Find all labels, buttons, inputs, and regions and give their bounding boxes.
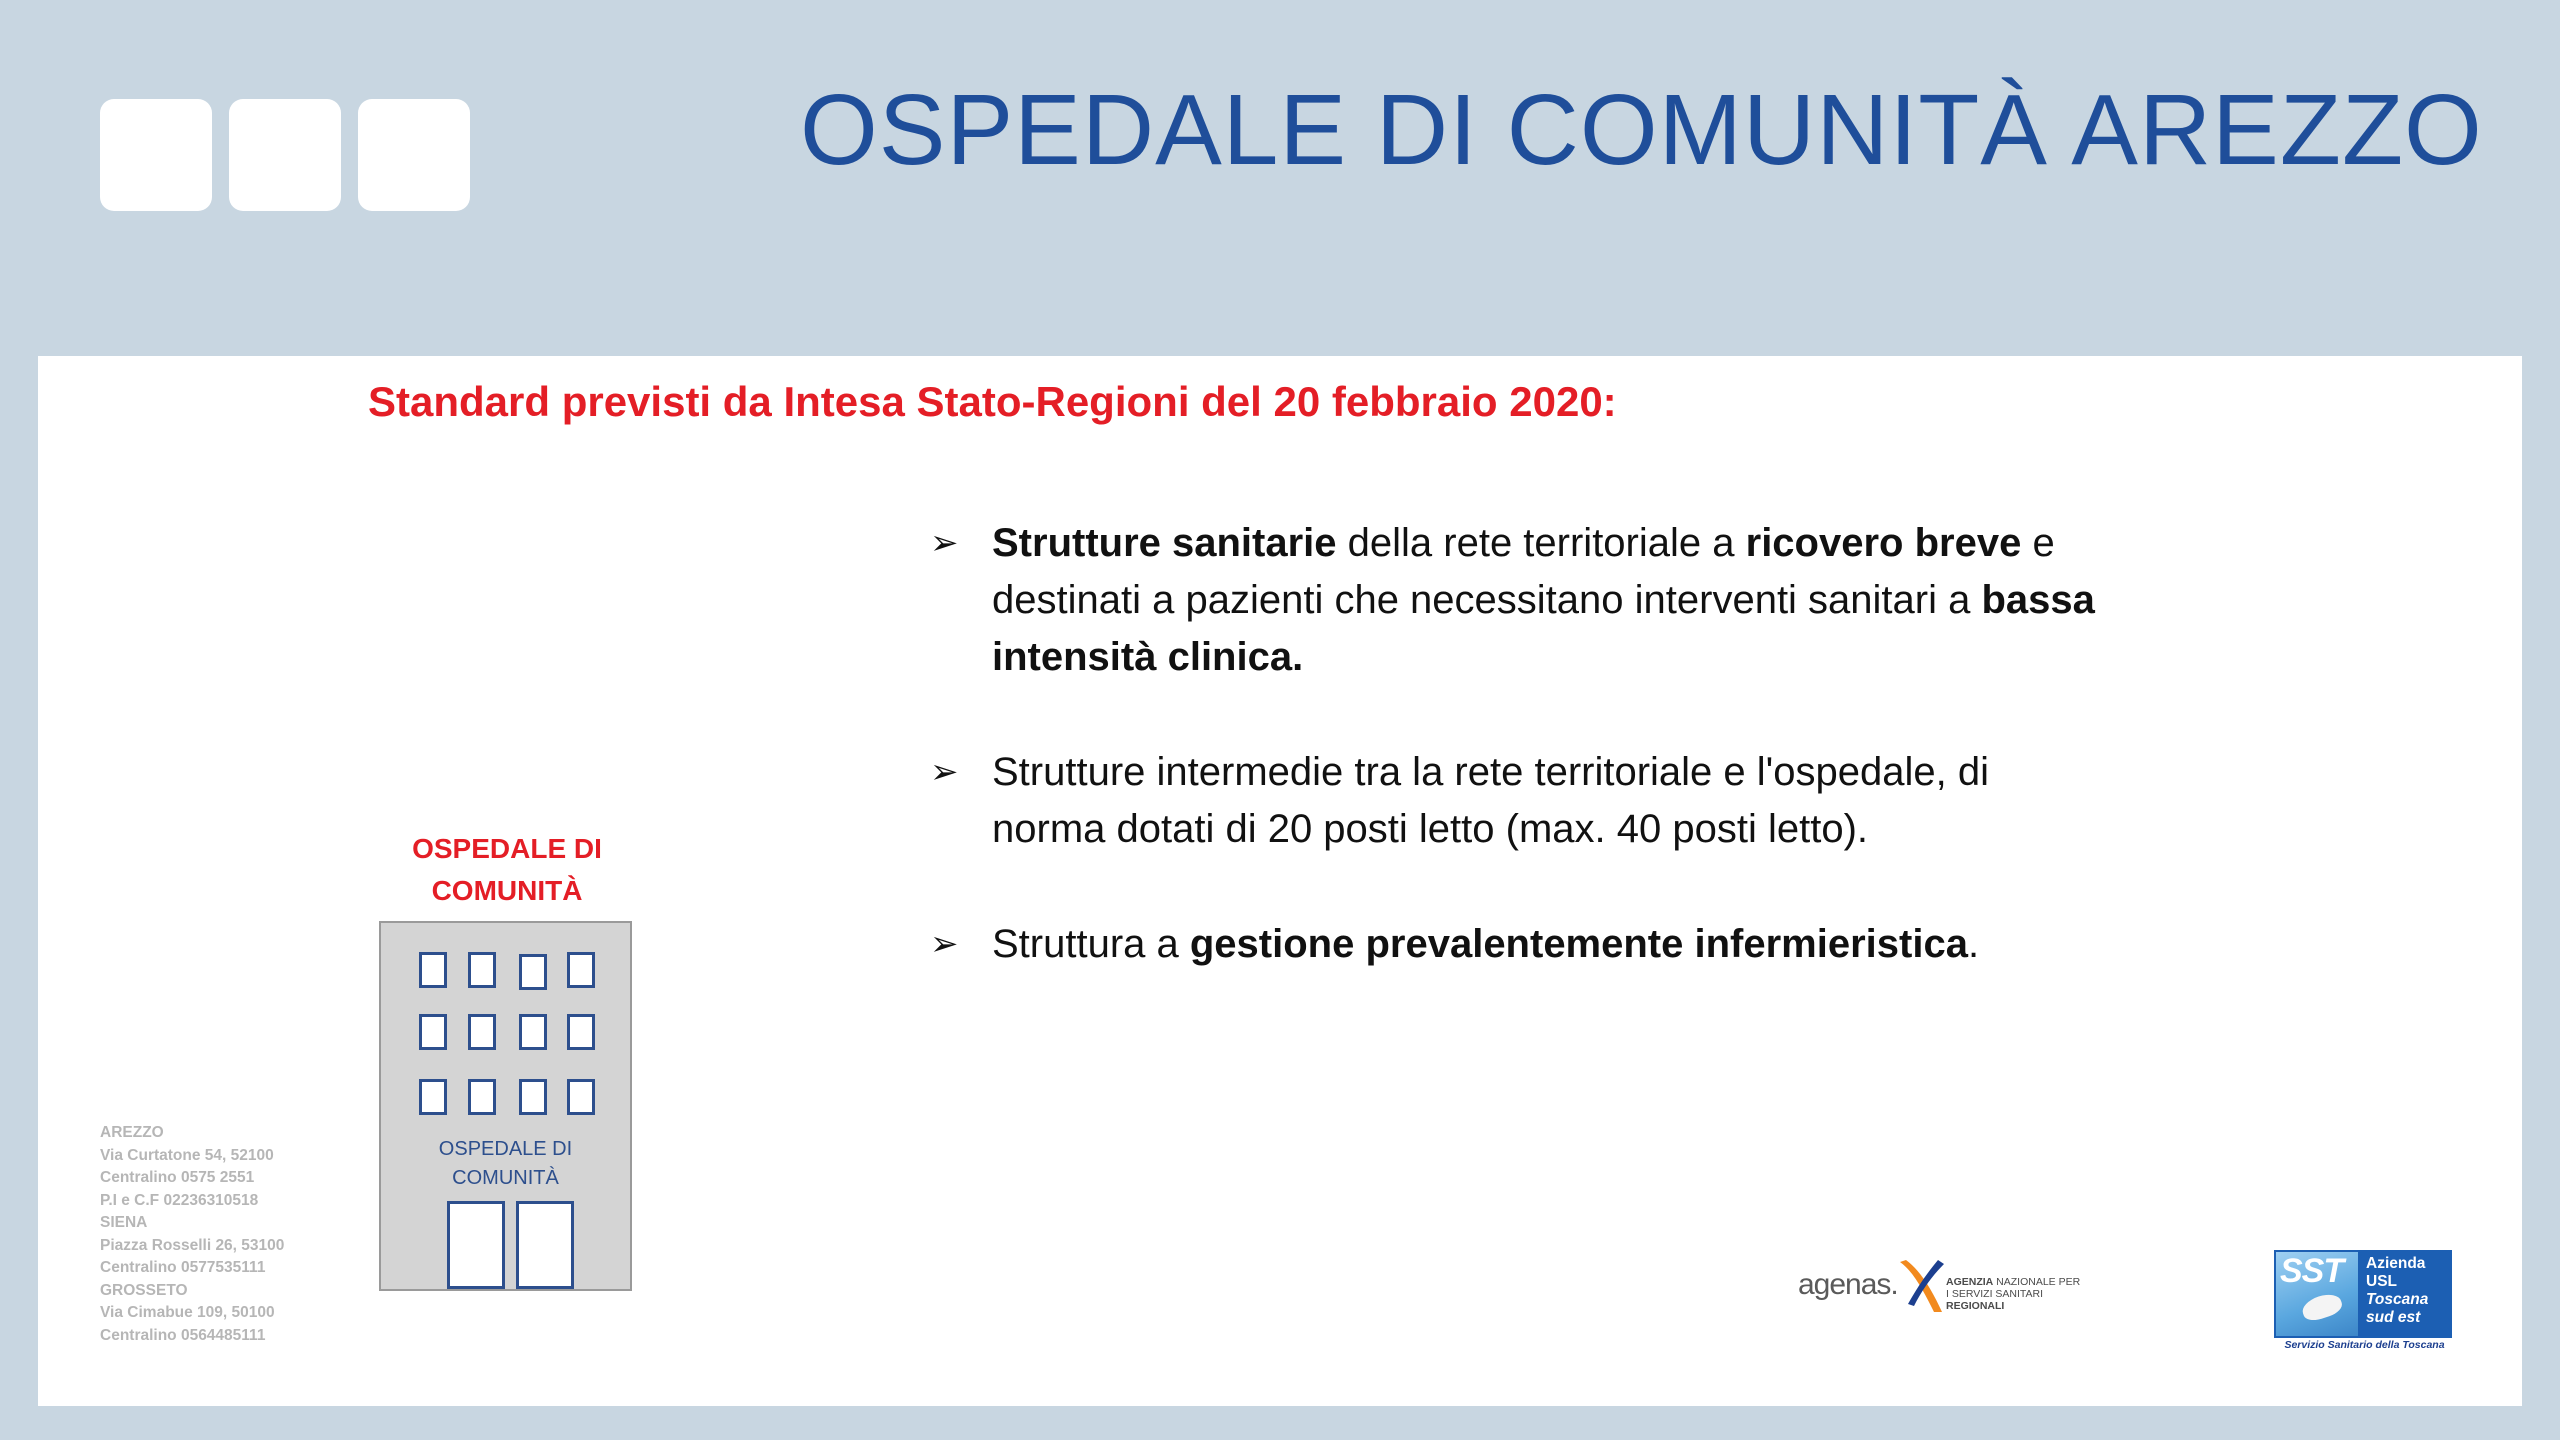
sst-logo (2272, 1248, 2457, 1356)
header-decor-square-3 (358, 99, 470, 211)
agenas-x-icon (1894, 1258, 1946, 1314)
bullet-3-bold: gestione prevalentemente infermieristica (1189, 922, 1968, 966)
building-window (419, 1014, 447, 1050)
bullet-3-text-1: Struttura a (992, 922, 1190, 966)
building-window (567, 1014, 595, 1050)
address-line: Via Curtatone 54, 52100 (100, 1146, 274, 1164)
building-door-right (516, 1201, 574, 1289)
arrow-bullet-icon: ➢ (930, 753, 959, 791)
building-window (519, 1014, 547, 1050)
agenas-line-1: NAZIONALE PER (1993, 1276, 2081, 1288)
building-label-line-1: OSPEDALE DI (438, 1138, 573, 1160)
address-line: SIENA (100, 1214, 148, 1231)
address-line: Via Cimabue 109, 50100 (100, 1304, 275, 1321)
agenas-full-name (1946, 1276, 2096, 1312)
building-caption-line-2: COMUNITÀ (431, 875, 583, 906)
arrow-bullet-icon: ➢ (930, 524, 959, 562)
address-line: AREZZO (100, 1124, 164, 1141)
bullet-1-bold-2: ricovero breve (1745, 521, 2022, 565)
building-door-left (447, 1201, 505, 1289)
address-line: Centralino 0564485111 (100, 1326, 266, 1344)
sst-photo (2276, 1252, 2358, 1336)
agenas-line-2-bold: REGIONALI (1946, 1300, 2005, 1312)
bullet-1-text-2: e destinati a pazienti che necessitano interventi sanitari a (992, 521, 2055, 622)
building-window (519, 1079, 547, 1115)
address-line: Centralino 0575 2551 (100, 1169, 255, 1186)
sst-name-line-4: sud est (2366, 1309, 2421, 1326)
agenas-line-2: I SERVIZI SANITARI (1946, 1288, 2044, 1300)
address-line: GROSSETO (100, 1281, 188, 1299)
page-title: OSPEDALE DI COMUNITÀ AREZZO (800, 74, 2483, 186)
sst-name-line-3: Toscana (2366, 1291, 2429, 1308)
arrow-bullet-icon: ➢ (930, 925, 959, 963)
bullet-1-bold-1: Strutture sanitarie (992, 521, 1337, 565)
building-window (468, 1079, 496, 1115)
bullet-3-text-2: . (1967, 922, 1980, 966)
sst-name (2366, 1255, 2428, 1327)
building-window (519, 954, 547, 990)
agenas-logo (1798, 1258, 2098, 1314)
building-label (381, 1135, 630, 1193)
bullet-1-bold-3: bassa intensità clinica. (992, 578, 2095, 679)
address-line: Centralino 0577535111 (100, 1259, 266, 1276)
building-window (468, 952, 496, 988)
building-caption (382, 828, 632, 912)
standards-bullet-list (930, 515, 2110, 1031)
building-label-line-2: COMUNITÀ (452, 1167, 559, 1189)
building-window (567, 952, 595, 988)
sst-figure-icon (2300, 1290, 2345, 1323)
address-line: P.I e C.F 02236310518 (100, 1191, 259, 1209)
standards-subtitle: Standard previsti da Intesa Stato-Regioni del 20 febbraio 2020: (368, 378, 1617, 425)
header-decor-square-2 (229, 99, 341, 211)
bullet-item-2 (930, 744, 2110, 858)
bullet-1-text-1: della rete territoriale a (1336, 521, 1746, 565)
bullet-item-1 (930, 515, 2110, 686)
bullet-item-3 (930, 916, 2110, 973)
agenas-line-1-bold: AGENZIA (1946, 1276, 1994, 1288)
footer-address-block (100, 1122, 360, 1347)
hospital-building-icon (379, 921, 632, 1291)
sst-name-line-1: Azienda (2366, 1255, 2426, 1272)
sst-name-line-2: USL (2366, 1273, 2397, 1290)
building-window (567, 1079, 595, 1115)
building-window (468, 1014, 496, 1050)
agenas-wordmark: agenas. (1798, 1268, 1898, 1301)
sst-footer: Servizio Sanitario della Toscana (2284, 1339, 2445, 1351)
sst-letters: SST (2280, 1252, 2344, 1290)
building-window (419, 952, 447, 988)
building-caption-line-1: OSPEDALE DI (412, 833, 602, 864)
bullet-2-text: Strutture intermedie tra la rete territoriale e l'ospedale, di norma dotati di 20 posti letto (max. 40 posti letto). (992, 750, 1990, 851)
header-decor-square-1 (100, 99, 212, 211)
building-window (419, 1079, 447, 1115)
address-line: Piazza Rosselli 26, 53100 (100, 1236, 285, 1254)
